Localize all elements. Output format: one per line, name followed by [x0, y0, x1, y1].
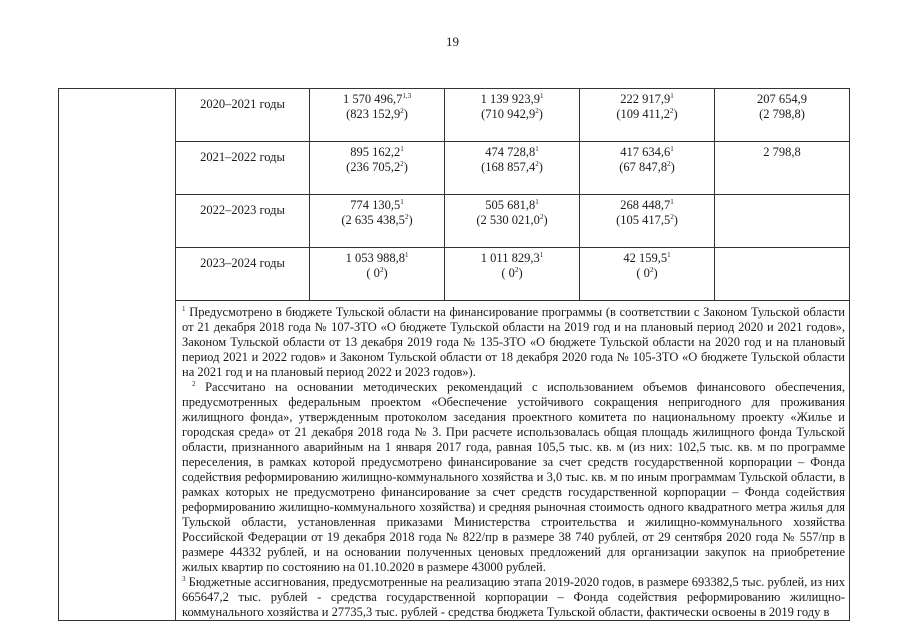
main-value — [310, 251, 444, 266]
value-cell — [715, 195, 850, 248]
value-cell — [310, 248, 445, 301]
table-row — [59, 248, 850, 301]
sub-value — [715, 107, 849, 122]
main-value-text: 1 139 923,9 — [480, 92, 540, 106]
period-cell: 2022–2023 годы — [176, 195, 310, 248]
main-value-text: 895 162,2 — [350, 145, 401, 159]
value-cell — [310, 89, 445, 142]
main-value-text: 1 053 988,8 — [345, 251, 405, 265]
main-value — [580, 198, 714, 213]
footnote-ref: 2 — [649, 265, 654, 274]
main-value — [445, 251, 579, 266]
closing-paren: ) — [673, 107, 678, 121]
footnote-ref: 1 — [670, 144, 674, 153]
sub-value — [580, 266, 714, 281]
main-value — [715, 92, 849, 107]
sub-value — [445, 107, 579, 122]
main-value-text: 2 798,8 — [763, 145, 801, 159]
value-cell — [715, 248, 850, 301]
main-value — [310, 145, 444, 160]
sub-value-text: (67 847,8 — [619, 160, 668, 174]
main-value-text: 1 011 829,3 — [480, 251, 540, 265]
closing-paren: ) — [670, 160, 675, 174]
footnote-2 — [182, 380, 845, 575]
sub-value-text: ( 0 — [636, 266, 650, 280]
main-value — [445, 92, 579, 107]
footnote-ref: 1 — [404, 250, 409, 259]
value-cell — [310, 195, 445, 248]
sub-value-text: (105 417,5 — [616, 213, 671, 227]
main-value-text: 505 681,8 — [485, 198, 536, 212]
closing-paren: ) — [383, 266, 388, 280]
value-cell — [715, 89, 850, 142]
value-cell — [580, 89, 715, 142]
footnote-ref: 1 — [400, 197, 404, 206]
footnote-1 — [182, 305, 845, 380]
sub-value-text: (236 705,2 — [346, 160, 401, 174]
page-number: 19 — [446, 34, 459, 49]
sub-value — [445, 160, 579, 175]
value-cell — [580, 142, 715, 195]
value-cell — [445, 89, 580, 142]
value-cell — [580, 195, 715, 248]
footnote-text: Рассчитано на основании методических рекомендаций с использованием объемов финансового обеспечения, предусмотренных федеральным проектом «Обеспечение устойчивого сокращения непригодного для проживания жилищного фонда», утвержденным протоколом заседания проектного комитета по национальному проекту «Жилье и городская среда» от 21 декабря 2018 года № 3. При расчете использовалась общая площадь жилищного фонда Тульской области, признанного аварийным на 1 января 2017 года, равная 105,5 тыс. кв. м (из них: 102,5 тыс. кв. м по программе переселения, в рамках которой предусмотрено финансирование за счет средств государственной корпорации – Фонда содействия реформированию жилищно-коммунального хозяйства и 3,0 тыс. кв. м по иным программам Тульской области, в рамках которых не предусмотрено финансирование за счет средств государственной корпорации – Фонда содействия реформированию жилищно-коммунального хозяйства) и средняя рыночная стоимость одного квадратного метра жилья для Тульской области, установленная приказами Министерства строительства и жилищно-коммунального хозяйства Российской Федерации от 19 декабря 2018 года № 822/пр в размере 38 740 рублей, от 29 сентября 2020 года № 557/пр в размере 44332 рублей, и на основании полученных ценовых предложений для организации закупок на приобретение жилых квартир по состоянию на 01.10.2020 в размере 43000 рублей. — [182, 380, 845, 574]
footnote-ref: 2 — [535, 106, 539, 115]
footnote-ref: 2 — [400, 159, 404, 168]
sub-value-text: (823 152,9 — [346, 107, 401, 121]
left-empty-cell — [59, 89, 176, 621]
footnote-ref: 1 — [400, 144, 404, 153]
table-row — [59, 195, 850, 248]
footnote-ref: 2 — [539, 212, 544, 221]
sub-value-text: (109 411,2 — [616, 107, 671, 121]
value-cell — [580, 248, 715, 301]
value-cell — [310, 142, 445, 195]
main-value-text: 222 917,9 — [620, 92, 671, 106]
main-value — [580, 145, 714, 160]
footnote-text: Предусмотрено в бюджете Тульской области на финансирование программы (в соответствии с Законом Тульской области от 21 декабря 2018 года № 107-ЗТО «О бюджете Тульской области на 2019 год и на плановый период 2020 и 2021 годов», Законом Тульской области от 13 декабря 2019 года № 135-ЗТО «О бюджете Тульской области на 2020 год и на плановый период 2021 и 2022 годов» и Законом Тульской области от 18 декабря 2020 года № 105-ЗТО «О бюджете Тульской области на 2021 год и на плановый период 2022 и 2023 годов»). — [182, 305, 845, 379]
closing-paren: ) — [538, 160, 543, 174]
footnote-ref: 2 — [670, 106, 674, 115]
footnote-ref: 1 — [535, 144, 539, 153]
footnotes — [176, 301, 850, 621]
footnotes-row — [59, 301, 850, 621]
closing-paren: ) — [518, 266, 523, 280]
main-value-text: 417 634,6 — [620, 145, 671, 159]
sub-value — [445, 213, 579, 228]
main-value-text: 474 728,8 — [485, 145, 536, 159]
main-value — [580, 92, 714, 107]
main-value — [445, 145, 579, 160]
closing-paren: ) — [538, 107, 543, 121]
closing-paren: ) — [653, 266, 658, 280]
closing-paren: ) — [403, 107, 408, 121]
footnote-ref: 1 — [670, 91, 674, 100]
main-value-text: 268 448,7 — [620, 198, 671, 212]
sub-value-text: ( 0 — [366, 266, 380, 280]
closing-paren: ) — [543, 213, 548, 227]
footnote-ref: 1 — [535, 197, 539, 206]
sub-value-text: ( 0 — [501, 266, 515, 280]
sub-value-text: (710 942,9 — [481, 107, 536, 121]
main-value-text: 774 130,5 — [350, 198, 401, 212]
footnote-text: Бюджетные ассигнования, предусмотренные на реализацию этапа 2019-2020 годов, в размере 693382,5 тыс. рублей, из них 665647,2 тыс. рублей - средства государственной корпорации – Фонда содействия реформированию жилищно-коммунального хозяйства и 27735,3 тыс. рублей - средства бюджета Тульской области, фактически освоены в 2019 году в — [182, 575, 845, 619]
closing-paren: ) — [408, 213, 413, 227]
sub-value — [310, 213, 444, 228]
main-value — [310, 198, 444, 213]
footnote-ref: 1 — [670, 197, 674, 206]
footnote-mark: 2 — [192, 379, 196, 388]
footnote-ref: 1,3 — [402, 91, 412, 100]
main-value — [715, 145, 849, 160]
footnote-ref: 2 — [400, 106, 404, 115]
sub-value-text: (2 530 021,0 — [476, 213, 540, 227]
value-cell — [445, 195, 580, 248]
main-value — [580, 251, 714, 266]
closing-paren: ) — [673, 213, 678, 227]
sub-value — [580, 160, 714, 175]
closing-paren: ) — [403, 160, 408, 174]
value-cell — [715, 142, 850, 195]
footnote-ref: 2 — [379, 265, 384, 274]
footnote-ref: 1 — [539, 91, 544, 100]
main-value — [445, 198, 579, 213]
sub-value — [310, 160, 444, 175]
period-cell: 2021–2022 годы — [176, 142, 310, 195]
sub-value — [310, 107, 444, 122]
footnote-ref: 2 — [667, 159, 671, 168]
table-row — [59, 142, 850, 195]
footnote-3 — [182, 575, 845, 620]
main-value-text: 1 570 496,7 — [342, 92, 403, 106]
footnote-ref: 1 — [539, 250, 544, 259]
main-value-text: 42 159,5 — [623, 251, 668, 265]
sub-value — [445, 266, 579, 281]
main-value — [310, 92, 444, 107]
value-cell — [445, 142, 580, 195]
budget-table — [58, 88, 850, 621]
footnote-mark: 3 — [182, 574, 186, 583]
sub-value — [310, 266, 444, 281]
value-cell — [445, 248, 580, 301]
sub-value-text: (2 635 438,5 — [341, 213, 405, 227]
main-value-text: 207 654,9 — [757, 92, 807, 106]
footnote-ref: 2 — [535, 159, 539, 168]
period-cell: 2023–2024 годы — [176, 248, 310, 301]
table-row — [59, 89, 850, 142]
period-cell: 2020–2021 годы — [176, 89, 310, 142]
footnote-ref: 2 — [514, 265, 519, 274]
sub-value — [580, 107, 714, 122]
footnote-ref: 2 — [404, 212, 409, 221]
sub-value-text: (2 798,8) — [759, 107, 805, 121]
footnote-ref: 1 — [667, 250, 671, 259]
footnote-mark: 1 — [182, 304, 186, 313]
sub-value — [580, 213, 714, 228]
footnote-ref: 2 — [670, 212, 674, 221]
sub-value-text: (168 857,4 — [481, 160, 536, 174]
